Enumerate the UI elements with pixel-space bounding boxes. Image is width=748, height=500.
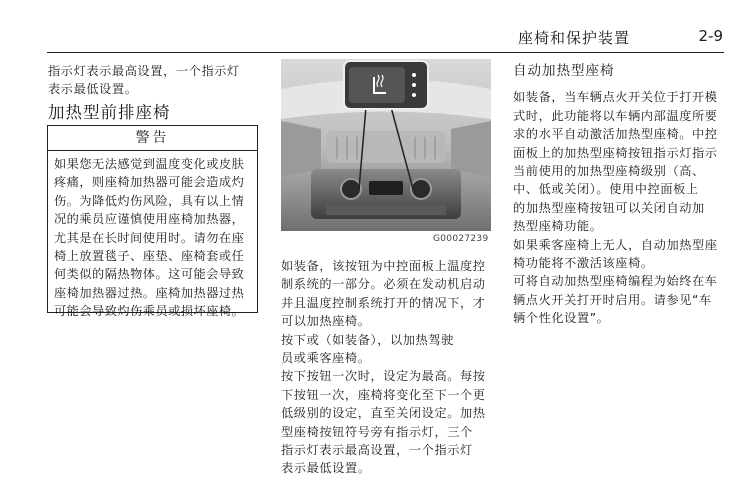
body-line: 如果乘客座椅上无人，自动加热型座 — [513, 237, 718, 252]
body-line: 中、低或关闭）。使用中控面板上 — [513, 182, 699, 197]
warning-line: 座椅加热器过热。座椅加热器过热 — [54, 285, 245, 300]
body-line: 表示最低设置。 — [281, 461, 371, 476]
body-line: 椅功能将不激活该座椅。 — [513, 256, 654, 271]
column-1 — [48, 62, 254, 99]
warning-line: 况的乘员应谨慎使用座椅加热器， — [54, 212, 245, 227]
body-line: 员或乘客座椅。 — [281, 351, 371, 366]
dashboard-illustration — [281, 59, 491, 231]
body-line: 的加热型座椅按钮可以关闭自动加 — [513, 200, 705, 215]
intro-line: 表示最低设置。 — [48, 82, 138, 97]
page-header-title: 座椅和保护装置 — [517, 29, 630, 47]
section-title: 加热型前排座椅 — [48, 103, 171, 122]
body-line: 面板上的加热型座椅按钮指示灯指示 — [513, 145, 718, 160]
body-line: 求的水平自动激活加热型座椅。中控 — [513, 127, 718, 142]
body-line: 如装备，当车辆点火开关位于打开模 — [513, 90, 718, 105]
body-line: 制系统的一部分。必须在发动机启动 — [281, 277, 486, 292]
body-line: 辆个性化设置”。 — [513, 311, 610, 326]
warning-box — [47, 125, 258, 319]
body-line: 热型座椅功能。 — [513, 219, 603, 234]
warning-line: 如果您无法感觉到温度变化或皮肤 — [54, 157, 245, 171]
column-3 — [513, 62, 721, 328]
body-line: 型座椅按钮符号旁有指示灯，三个 — [281, 424, 473, 439]
column-2 — [281, 257, 491, 478]
body-line: 如装备，该按钮为中控面板上温度控 — [281, 259, 486, 273]
body-line: 按下或（如装备），以加热驾驶 — [281, 332, 454, 347]
body-line: 下按钮一次，座椅将变化至下一个更 — [281, 387, 486, 402]
subsection-title: 自动加热型座椅 — [513, 63, 615, 79]
page-number: 2-9 — [698, 27, 723, 45]
header-rule — [47, 52, 724, 53]
warning-line: 椅上放置毯子、座垫、座椅套或任 — [54, 249, 245, 264]
intro-line: 指示灯表示最高设置，一个指示灯 — [48, 64, 240, 78]
body-line: 并且温度控制系统打开的情况下，才 — [281, 295, 486, 310]
body-line: 指示灯表示最高设置，一个指示灯 — [281, 443, 473, 458]
body-line: 可以加热座椅。 — [281, 314, 371, 329]
body-line: 可将自动加热型座椅编程为始终在车 — [513, 274, 718, 289]
warning-heading: 警告 — [48, 126, 257, 151]
warning-line: 何类似的隔热物体。这可能会导致 — [54, 267, 245, 282]
figure-id: G00027239 — [433, 234, 489, 244]
body-line: 当前使用的加热型座椅级别（高、 — [513, 164, 705, 179]
warning-line: 伤。为降低灼伤风险，具有以上情 — [54, 193, 245, 208]
body-line: 按下按钮一次时，设定为最高。每按 — [281, 369, 486, 384]
warning-body — [48, 151, 257, 325]
body-line: 式时，此功能将以车辆内部温度所要 — [513, 108, 718, 123]
body-line: 低级别的设定，直至关闭设定。加热 — [281, 406, 486, 421]
body-line: 辆点火开关打开时启用。请参见“车 — [513, 292, 712, 307]
warning-line: 尤其是在长时间使用时。请勿在座 — [54, 230, 245, 245]
heated-seat-button-photo — [281, 59, 491, 231]
warning-line: 可能会导致灼伤乘员或损坏座椅。 — [54, 304, 245, 319]
warning-line: 疼痛，则座椅加热器可能会造成灼 — [54, 175, 245, 190]
